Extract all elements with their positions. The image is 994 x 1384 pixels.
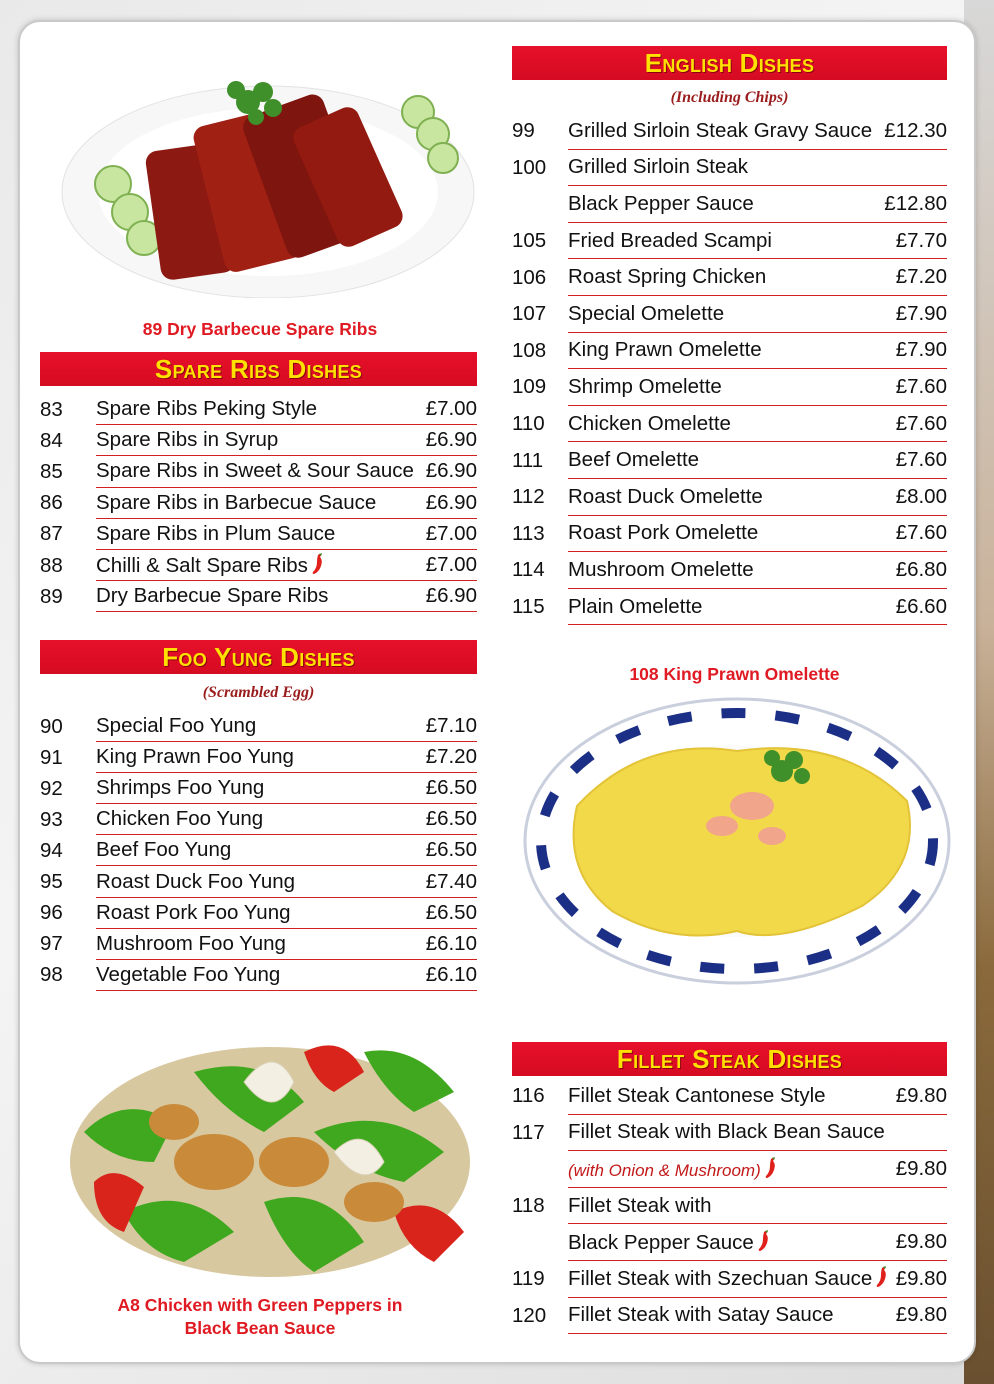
item-name <box>568 412 731 436</box>
item-number: 115 <box>512 595 545 619</box>
item-name <box>96 584 328 608</box>
item-name <box>96 870 295 894</box>
menu-item <box>512 516 947 553</box>
item-number: 111 <box>512 448 544 472</box>
item-number: 120 <box>512 1303 547 1327</box>
item-price: £6.80 <box>895 557 947 581</box>
item-name <box>96 397 317 421</box>
menu-item <box>40 456 477 487</box>
item-number: 109 <box>512 375 547 399</box>
spare-ribs-banner: Spare Ribs Dishes <box>40 352 477 386</box>
item-name-text: Roast Duck Omelette <box>568 484 763 508</box>
item-name-text: Spare Ribs in Plum Sauce <box>96 521 336 545</box>
item-name-text: Spare Ribs Peking Style <box>96 397 318 421</box>
item-price: £7.70 <box>895 228 947 252</box>
king-prawn-omelette-photo <box>522 696 952 986</box>
item-number: 113 <box>512 521 545 545</box>
fillet-steak-list <box>512 1078 947 1334</box>
item-number: 112 <box>512 485 545 509</box>
item-price: £7.60 <box>895 521 947 545</box>
item-price: £6.50 <box>425 838 477 862</box>
item-name <box>96 522 335 546</box>
item-name-text: Roast Pork Foo Yung <box>96 900 291 924</box>
item-name-text: Dry Barbecue Spare Ribs <box>96 584 329 608</box>
menu-item <box>40 519 477 550</box>
item-name-text: Beef Omelette <box>568 448 700 472</box>
menu-item <box>40 835 477 866</box>
item-number: 97 <box>40 932 63 956</box>
spare-ribs-list <box>40 394 477 612</box>
item-price: £6.90 <box>425 459 477 483</box>
menu-item <box>512 1115 947 1152</box>
item-number: 117 <box>512 1120 545 1144</box>
item-name-text: Black Pepper Sauce <box>568 1230 754 1254</box>
item-name <box>568 119 872 143</box>
item-price: £9.80 <box>895 1083 947 1107</box>
foo-yung-note: (Scrambled Egg) <box>202 684 315 701</box>
item-name <box>96 932 286 956</box>
item-price: £9.80 <box>895 1303 947 1327</box>
item-name <box>96 714 256 738</box>
item-number: 114 <box>512 558 545 582</box>
item-number: 94 <box>40 838 63 862</box>
item-name <box>568 595 702 619</box>
menu-item <box>512 113 947 150</box>
item-price: £6.90 <box>425 428 477 452</box>
menu-item <box>40 898 477 929</box>
menu-item <box>40 773 477 804</box>
item-name-text: Roast Pork Omelette <box>568 521 759 545</box>
item-name <box>96 776 264 800</box>
item-name-text: Mushroom Omelette <box>568 557 754 581</box>
omelette-photo-caption: 108 King Prawn Omelette <box>629 664 840 684</box>
item-name <box>568 1230 771 1255</box>
item-number: 88 <box>40 553 63 577</box>
menu-item <box>512 223 947 260</box>
item-name-text: Shrimp Omelette <box>568 374 722 398</box>
item-price: £12.30 <box>884 118 947 142</box>
menu-item <box>40 711 477 742</box>
item-price: £7.40 <box>425 869 477 893</box>
item-name <box>96 428 278 452</box>
item-number: 116 <box>512 1084 545 1108</box>
item-number: 86 <box>40 491 63 515</box>
item-name <box>568 1120 885 1144</box>
chicken-green-peppers-photo <box>64 1012 476 1282</box>
item-price: £7.00 <box>425 397 477 421</box>
item-number: 84 <box>40 428 63 452</box>
fillet-steak-banner: Fillet Steak Dishes <box>512 1042 947 1076</box>
item-name <box>96 553 325 578</box>
menu-item <box>512 296 947 333</box>
item-name <box>568 485 763 509</box>
item-name-text: Black Pepper Sauce <box>568 191 754 215</box>
item-name-text: Grilled Sirloin Steak <box>568 155 749 179</box>
item-price: £7.20 <box>895 265 947 289</box>
item-name-text: Beef Foo Yung <box>96 838 232 862</box>
item-price: £7.60 <box>895 411 947 435</box>
item-name-text: Spare Ribs in Barbecue Sauce <box>96 490 377 514</box>
item-number: 99 <box>512 119 535 143</box>
item-number: 83 <box>40 397 63 421</box>
item-name <box>568 1266 889 1291</box>
item-name-text: Plain Omelette <box>568 594 703 618</box>
item-price: £6.50 <box>425 776 477 800</box>
chicken-caption-line2: Black Bean Sauce <box>184 1318 336 1338</box>
menu-item <box>512 259 947 296</box>
foo-yung-list <box>40 711 477 991</box>
menu-item <box>512 589 947 626</box>
item-name <box>568 558 754 582</box>
item-name-text: Special Foo Yung <box>96 714 257 738</box>
item-name <box>568 155 748 179</box>
item-name-text: Roast Spring Chicken <box>568 265 767 289</box>
item-price: £6.90 <box>425 584 477 608</box>
chicken-caption-line1: A8 Chicken with Green Peppers in <box>117 1295 403 1315</box>
item-number: 87 <box>40 522 63 546</box>
item-number: 96 <box>40 901 63 925</box>
spare-ribs-photo-caption: 89 Dry Barbecue Spare Ribs <box>142 319 378 339</box>
chilli-icon <box>764 1157 778 1179</box>
item-price: £7.60 <box>895 374 947 398</box>
item-name <box>568 1084 826 1108</box>
item-name-text: Fillet Steak with Black Bean Sauce <box>568 1120 885 1144</box>
menu-item <box>512 1261 947 1298</box>
item-name-text: (with Onion & Mushroom) <box>568 1160 761 1180</box>
menu-item <box>40 550 477 581</box>
item-price: £7.90 <box>895 338 947 362</box>
menu-item <box>512 1298 947 1335</box>
menu-item <box>512 1151 947 1188</box>
item-price: £6.10 <box>425 962 477 986</box>
item-price: £7.90 <box>895 301 947 325</box>
menu-item <box>40 488 477 519</box>
item-name <box>568 1303 834 1327</box>
item-name <box>568 448 699 472</box>
item-name <box>568 302 724 326</box>
item-name <box>568 338 762 362</box>
chilli-icon <box>311 553 325 575</box>
item-name <box>568 1194 712 1218</box>
item-name-text: Special Omelette <box>568 301 725 325</box>
item-number: 98 <box>40 963 63 987</box>
english-dishes-list <box>512 113 947 625</box>
item-name <box>568 265 766 289</box>
item-price: £9.80 <box>895 1156 947 1180</box>
spare-ribs-photo <box>58 62 478 298</box>
item-name-text: Chicken Omelette <box>568 411 731 435</box>
english-dishes-note: (Including Chips) <box>670 89 789 106</box>
item-name-text: Chilli & Salt Spare Ribs <box>96 553 308 577</box>
item-number: 108 <box>512 338 547 362</box>
chilli-icon <box>757 1230 771 1252</box>
item-name-text: King Prawn Foo Yung <box>96 745 294 769</box>
item-number: 92 <box>40 776 63 800</box>
menu-item <box>512 1188 947 1225</box>
item-name <box>96 491 376 515</box>
item-name <box>568 375 722 399</box>
item-name <box>96 807 263 831</box>
item-number: 93 <box>40 807 63 831</box>
menu-item <box>40 804 477 835</box>
item-number: 95 <box>40 870 63 894</box>
item-price: £7.60 <box>895 448 947 472</box>
item-price: £8.00 <box>895 484 947 508</box>
menu-item <box>512 150 947 187</box>
menu-item <box>40 866 477 897</box>
item-name-text: King Prawn Omelette <box>568 338 762 362</box>
item-name <box>96 901 291 925</box>
item-price: £9.80 <box>895 1266 947 1290</box>
item-name-text: Fillet Steak with <box>568 1193 712 1217</box>
item-name-text: Fillet Steak Cantonese Style <box>568 1083 826 1107</box>
item-number: 105 <box>512 229 547 253</box>
item-price: £6.90 <box>425 490 477 514</box>
menu-item <box>512 552 947 589</box>
menu-item <box>40 929 477 960</box>
menu-item <box>40 425 477 456</box>
item-number: 107 <box>512 302 547 326</box>
menu-item <box>512 1224 947 1261</box>
item-name-text: Vegetable Foo Yung <box>96 962 281 986</box>
menu-item <box>512 186 947 223</box>
item-number: 118 <box>512 1194 545 1218</box>
item-number: 91 <box>40 745 63 769</box>
english-dishes-banner: English Dishes <box>512 46 947 80</box>
item-number: 106 <box>512 265 547 289</box>
item-name-text: Spare Ribs in Sweet & Sour Sauce <box>96 459 414 483</box>
item-price: £9.80 <box>895 1230 947 1254</box>
item-name <box>96 459 414 483</box>
chilli-icon <box>875 1266 889 1288</box>
item-name <box>568 521 758 545</box>
item-name <box>96 963 280 987</box>
foo-yung-banner: Foo Yung Dishes <box>40 640 477 674</box>
menu-item <box>512 1078 947 1115</box>
item-number: 100 <box>512 155 547 179</box>
item-name <box>96 838 231 862</box>
item-name-text: Grilled Sirloin Steak Gravy Sauce <box>568 118 873 142</box>
item-price: £7.00 <box>425 553 477 577</box>
item-name-text: Spare Ribs in Syrup <box>96 428 279 452</box>
item-name-text: Chicken Foo Yung <box>96 807 264 831</box>
item-name-text: Fillet Steak with Szechuan Sauce <box>568 1267 873 1291</box>
menu-item <box>40 581 477 612</box>
menu-item <box>40 742 477 773</box>
item-price: £6.50 <box>425 900 477 924</box>
item-number: 110 <box>512 412 545 436</box>
item-name-text: Fillet Steak with Satay Sauce <box>568 1303 834 1327</box>
menu-item <box>512 369 947 406</box>
menu-item <box>512 406 947 443</box>
item-name <box>568 229 772 253</box>
item-price: £7.10 <box>425 714 477 738</box>
item-price: £6.10 <box>425 931 477 955</box>
item-name-text: Mushroom Foo Yung <box>96 931 286 955</box>
item-price: £12.80 <box>884 191 947 215</box>
item-name-text: Roast Duck Foo Yung <box>96 869 296 893</box>
item-number: 90 <box>40 714 63 738</box>
item-price: £7.20 <box>425 745 477 769</box>
menu-item <box>512 479 947 516</box>
item-price: £6.50 <box>425 807 477 831</box>
item-name <box>568 1157 778 1181</box>
item-name-text: Fried Breaded Scampi <box>568 228 772 252</box>
chicken-photo-caption <box>60 1294 460 1340</box>
item-price: £6.60 <box>895 594 947 618</box>
item-number: 85 <box>40 459 63 483</box>
item-number: 119 <box>512 1267 545 1291</box>
item-name <box>96 745 294 769</box>
menu-item <box>40 960 477 991</box>
menu-item <box>512 442 947 479</box>
menu-item <box>512 333 947 370</box>
item-number: 89 <box>40 584 63 608</box>
item-name-text: Shrimps Foo Yung <box>96 776 265 800</box>
item-price: £7.00 <box>425 521 477 545</box>
item-name <box>568 192 754 216</box>
menu-item <box>40 394 477 425</box>
